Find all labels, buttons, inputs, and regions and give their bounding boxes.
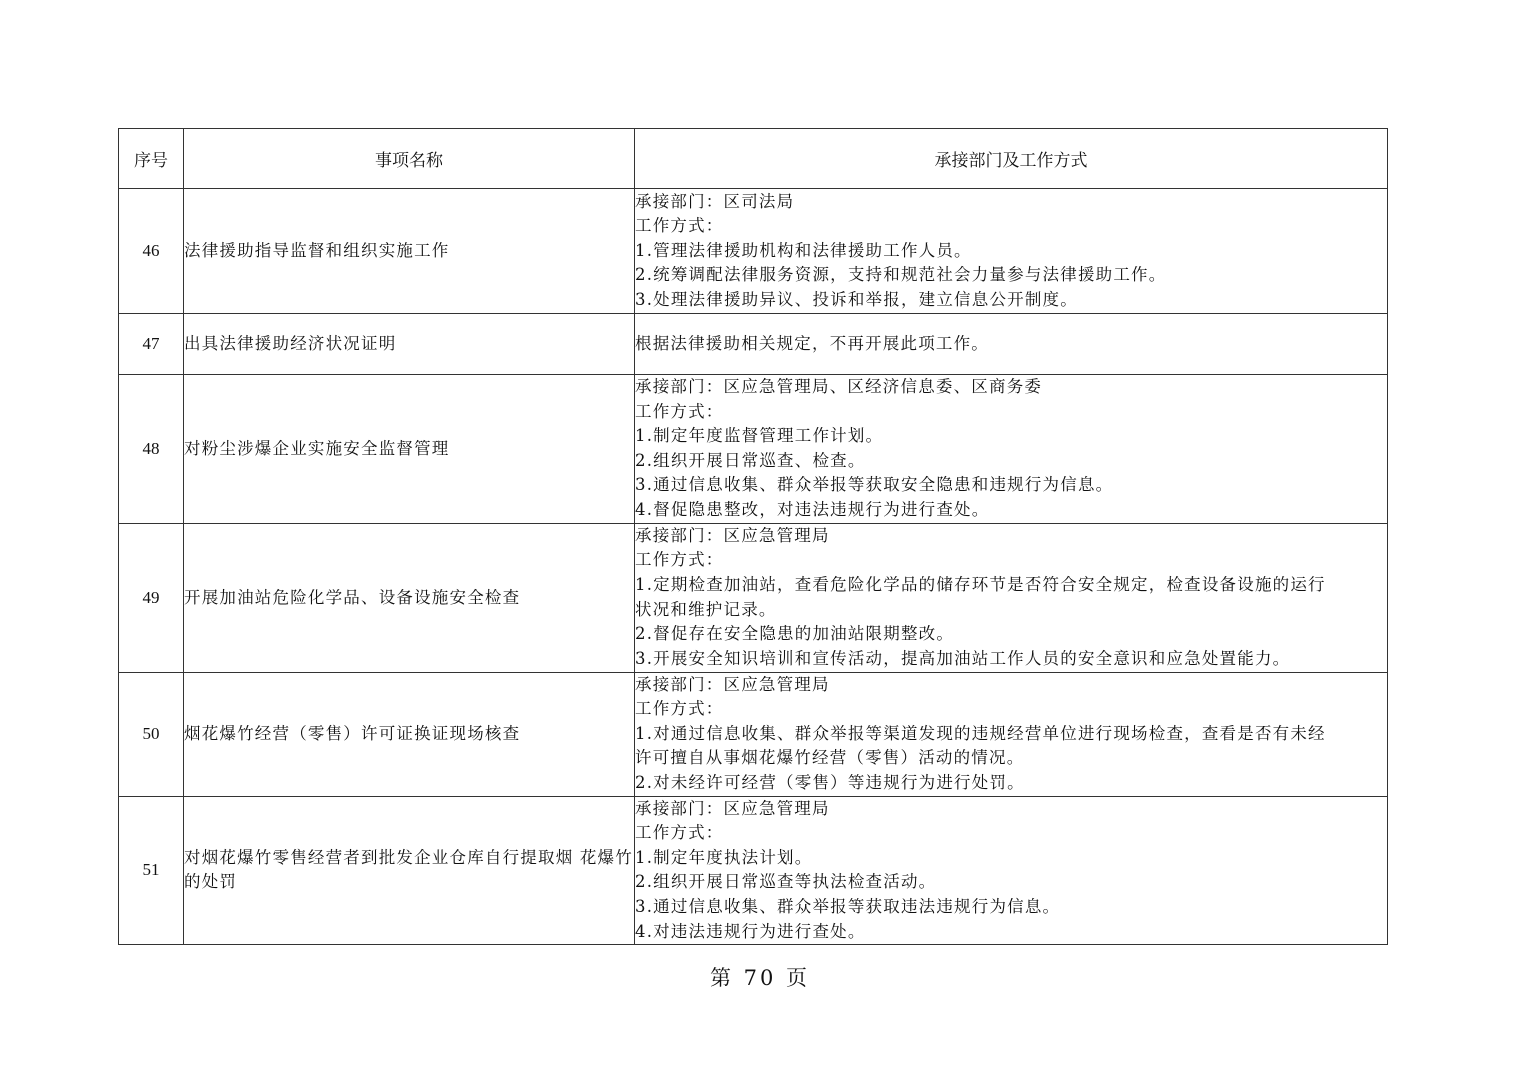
mode-line: 3.处理法律援助异议、投诉和举报，建立信息公开制度。: [635, 289, 1078, 309]
header-name: 事项名称: [184, 129, 635, 189]
mode-line: 1.对通过信息收集、群众举报等渠道发现的违规经营单位进行现场检查，查看是否有未经: [635, 723, 1326, 743]
table-row: [119, 314, 1388, 375]
department-and-method: [635, 314, 1388, 375]
row-number: 46: [119, 189, 184, 314]
mode-line: 工作方式：: [635, 550, 724, 570]
mode-line: 2.组织开展日常巡查、检查。: [635, 450, 866, 470]
mode-line: 承接部门：区应急管理局: [635, 798, 830, 818]
matter-name-line: 对烟花爆竹零售经营者到批发企业仓库自行提取烟: [184, 848, 574, 868]
mode-line: 2.督促存在安全隐患的加油站限期整改。: [635, 624, 955, 644]
page-number: 第 70 页: [709, 966, 811, 990]
mode-line: 1.管理法律援助机构和法律援助工作人员。: [635, 240, 972, 260]
mode-line: 承接部门：区应急管理局、区经济信息委、区商务委: [635, 377, 1043, 396]
mode-line: 许可擅自从事烟花爆竹经营（零售）活动的情况。: [635, 748, 1025, 768]
matter-name: [184, 523, 635, 672]
table-row: [119, 523, 1388, 672]
row-number: 50: [119, 672, 184, 796]
mode-line: 根据法律援助相关规定，不再开展此项工作。: [635, 333, 989, 353]
matters-table: [118, 128, 1388, 945]
mode-line: 2.对未经许可经营（零售）等违规行为进行处罚。: [635, 772, 1025, 792]
mode-line: 4.督促隐患整改，对违法违规行为进行查处。: [635, 499, 990, 519]
row-number: 51: [119, 796, 184, 945]
row-number: 48: [119, 375, 184, 524]
matter-name: [184, 314, 635, 375]
row-number: 47: [119, 314, 184, 375]
matter-name-line: 花爆竹的处罚: [184, 848, 633, 892]
mode-line: 承接部门：区应急管理局: [635, 525, 830, 545]
mode-line: 工作方式：: [635, 823, 724, 843]
mode-line: 工作方式：: [635, 401, 724, 421]
department-and-method: [635, 523, 1388, 672]
matter-name-line: 出具法律援助经济状况证明: [184, 334, 397, 353]
matter-name: [184, 672, 635, 796]
header-row: [119, 129, 1388, 189]
mode-line: 4.对违法违规行为进行查处。: [635, 921, 866, 941]
mode-line: 3.开展安全知识培训和宣传活动，提高加油站工作人员的安全意识和应急处置能力。: [635, 648, 1291, 668]
mode-line: 1.制定年度监督管理工作计划。: [635, 426, 884, 446]
mode-line: 2.统筹调配法律服务资源，支持和规范社会力量参与法律援助工作。: [635, 265, 1167, 285]
mode-line: 工作方式：: [635, 216, 724, 236]
mode-line: 工作方式：: [635, 699, 724, 719]
matter-name-line: 法律援助指导监督和组织实施工作: [184, 241, 450, 260]
mode-line: 2.组织开展日常巡查等执法检查活动。: [635, 872, 937, 892]
mode-line: 状况和维护记录。: [635, 599, 777, 619]
table-row: [119, 796, 1388, 945]
matter-name-line: 对粉尘涉爆企业实施安全监督管理: [184, 438, 450, 458]
mode-line: 3.通过信息收集、群众举报等获取安全隐患和违规行为信息。: [635, 475, 1114, 495]
mode-line: 1.制定年度执法计划。: [635, 847, 813, 867]
header-mode: 承接部门及工作方式: [635, 129, 1388, 189]
department-and-method: [635, 672, 1388, 796]
matter-name: [184, 796, 635, 945]
table-row: [119, 375, 1388, 524]
matter-name: [184, 189, 635, 314]
mode-line: 承接部门：区司法局: [635, 191, 795, 211]
mode-line: 1.定期检查加油站，查看危险化学品的储存环节是否符合安全规定，检查设备设施的运行: [635, 574, 1326, 594]
matter-name-line: 烟花爆竹经营（零售）许可证换证现场核查: [184, 724, 521, 744]
department-and-method: [635, 375, 1388, 524]
mode-line: 3.通过信息收集、群众举报等获取违法违规行为信息。: [635, 896, 1061, 916]
mode-line: 承接部门：区应急管理局: [635, 674, 830, 694]
table-row: [119, 672, 1388, 796]
matter-name-line: 开展加油站危险化学品、设备设施安全检查: [184, 587, 521, 607]
table-row: [119, 189, 1388, 314]
matter-name: [184, 375, 635, 524]
department-and-method: [635, 189, 1388, 314]
row-number: 49: [119, 523, 184, 672]
department-and-method: [635, 796, 1388, 945]
header-no: 序号: [119, 129, 184, 189]
